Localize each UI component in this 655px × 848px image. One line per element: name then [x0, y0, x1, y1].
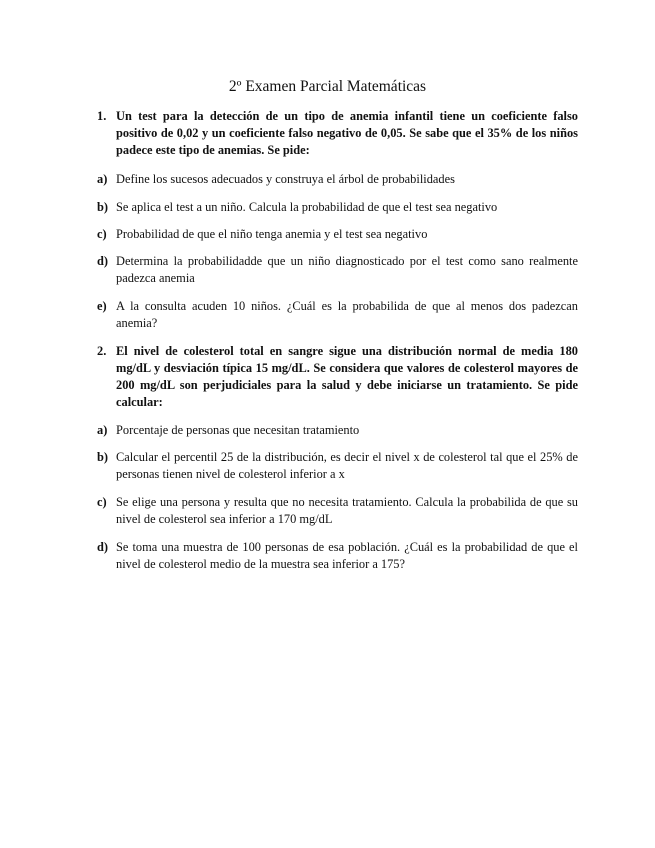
question-1: [97, 108, 578, 159]
item-label: b): [97, 450, 109, 464]
item-label: d): [97, 540, 109, 554]
item-label: a): [97, 423, 108, 437]
question-2: [97, 343, 578, 411]
question-2-item-a: [97, 422, 578, 439]
question-1-item-a: [97, 171, 578, 188]
item-label: b): [97, 200, 109, 214]
question-2-item-d: [97, 539, 578, 573]
item-text: Calcular el percentil 25 de la distribución, es decir el nivel x de colesterol tal que el 25% de personas tienen nivel de colesterol inferior a x: [116, 450, 578, 481]
question-2-item-b: [97, 449, 578, 483]
question-1-item-c: [97, 226, 578, 243]
item-text: Determina la probabilidadde que un niño diagnosticado por el test como sano realmente padezca anemia: [116, 254, 578, 285]
item-text: A la consulta acuden 10 niños. ¿Cuál es la probabilida de que al menos dos padezcan anemia?: [116, 299, 578, 330]
question-2-item-c: [97, 494, 578, 528]
item-text: Se toma una muestra de 100 personas de esa población. ¿Cuál es la probabilidad de que el nivel de colesterol medio de la muestra sea inferior a 175?: [116, 540, 578, 571]
page-title: 2º Examen Parcial Matemáticas: [228, 78, 427, 95]
item-label: c): [97, 495, 107, 509]
item-label: d): [97, 254, 109, 268]
item-text: Define los sucesos adecuados y construya el árbol de probabilidades: [116, 172, 455, 186]
question-1-item-d: [97, 253, 578, 287]
item-label: a): [97, 172, 108, 186]
question-1-item-b: [97, 199, 578, 216]
question-text: El nivel de colesterol total en sangre sigue una distribución normal de media 180 mg/dL y desviación típica 15 mg/dL. Se considera que valores de colesterol mayores de 200 mg/dL son perjudiciales para la salud y debe iniciarse un tratamiento. Se pide calcular:: [116, 344, 578, 409]
item-label: c): [97, 227, 107, 241]
question-text: Un test para la detección de un tipo de anemia infantil tiene un coeficiente falso positivo de 0,02 y un coeficiente falso negativo de 0,05. Se sabe que el 35% de los niños padece este tipo de anemias. Se pide:: [116, 109, 578, 157]
item-text: Se aplica el test a un niño. Calcula la probabilidad de que el test sea negativo: [116, 200, 498, 214]
item-text: Probabilidad de que el niño tenga anemia y el test sea negativo: [116, 227, 428, 241]
question-number: 2.: [97, 344, 107, 358]
item-label: e): [97, 299, 107, 313]
item-text: Se elige una persona y resulta que no necesita tratamiento. Calcula la probabilida de que su nivel de colesterol sea inferior a 170 mg/dL: [116, 495, 578, 526]
question-number: 1.: [97, 109, 107, 123]
question-1-item-e: [97, 298, 578, 332]
item-text: Porcentaje de personas que necesitan tratamiento: [116, 423, 360, 437]
